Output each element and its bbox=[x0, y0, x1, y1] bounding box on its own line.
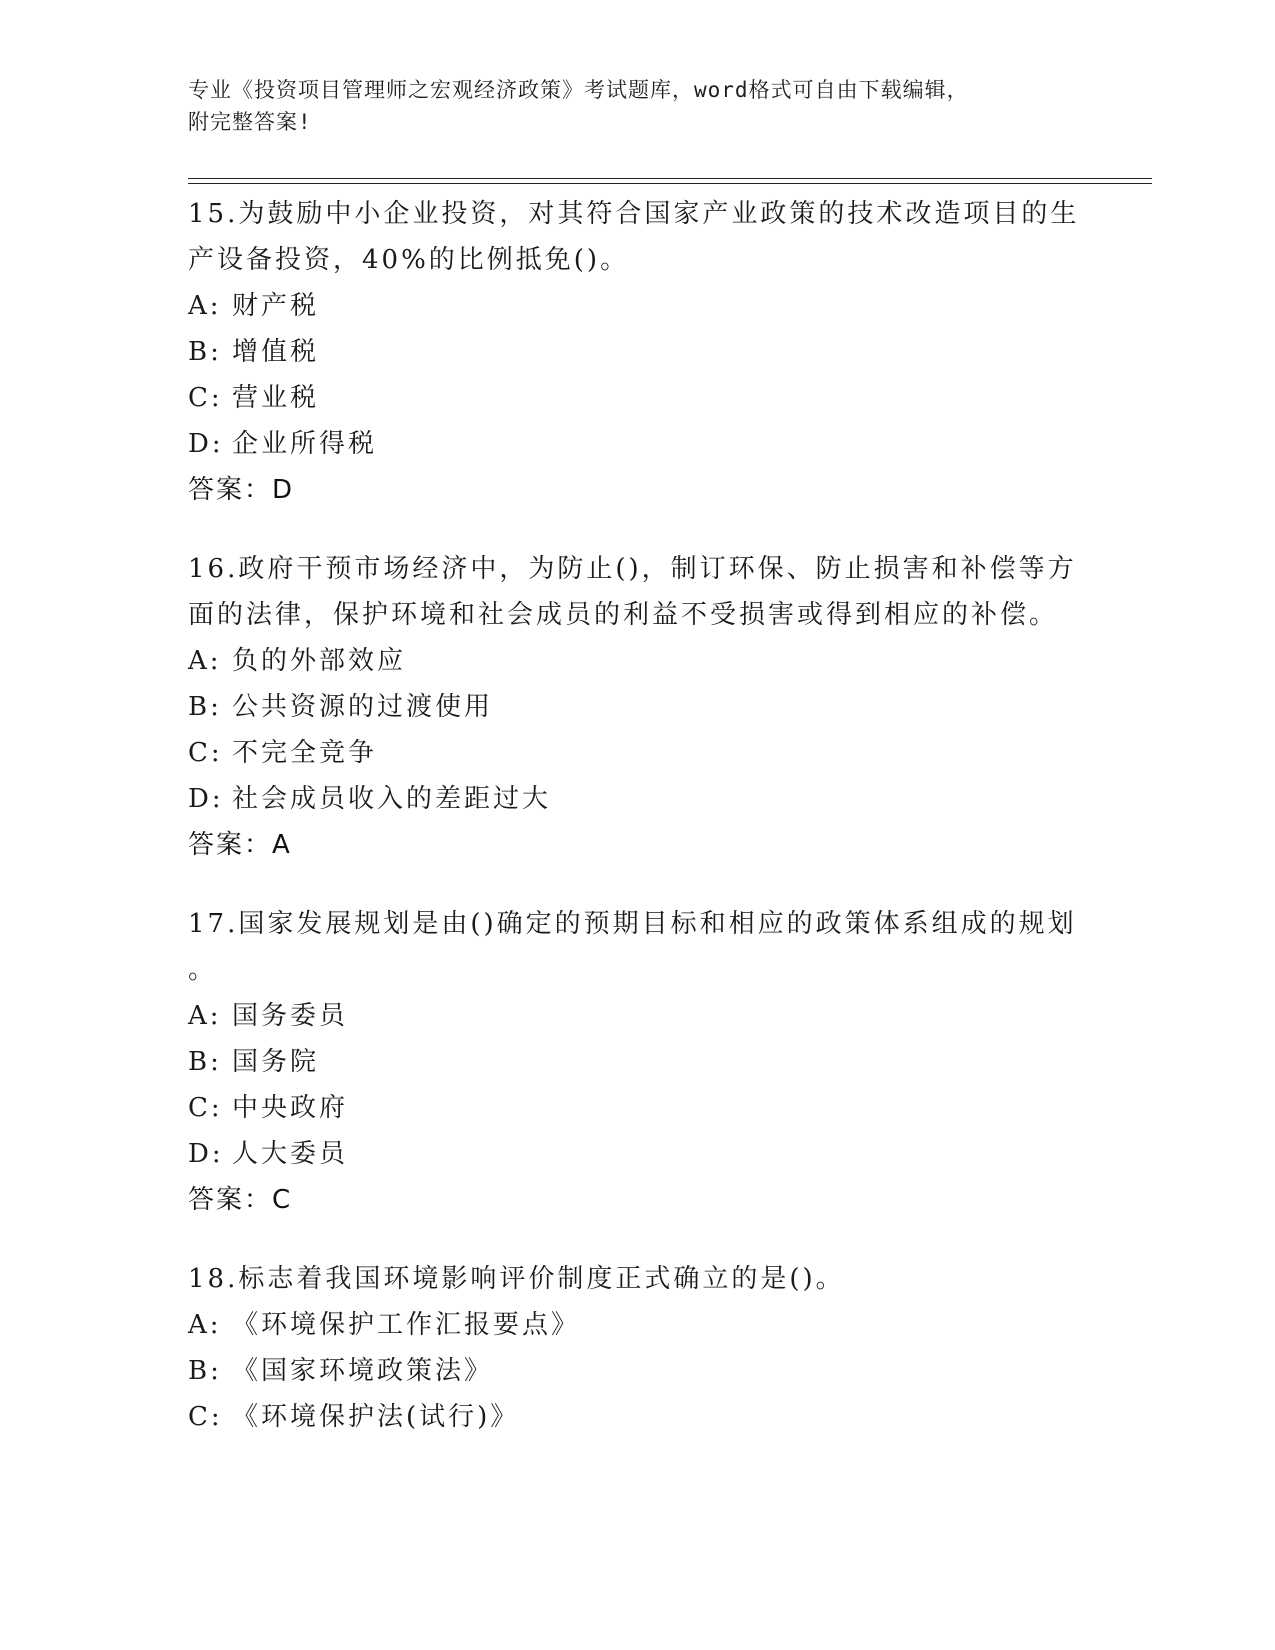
option-text: 增值税 bbox=[232, 337, 320, 367]
header-divider-bottom bbox=[188, 183, 1152, 184]
option-key: C: bbox=[188, 1093, 223, 1123]
option-key: C: bbox=[188, 383, 223, 413]
question-item bbox=[188, 191, 1088, 513]
answer-line: 答案：A bbox=[188, 830, 292, 860]
question-item bbox=[188, 901, 1088, 1223]
option-text: 社会成员收入的差距过大 bbox=[232, 784, 552, 814]
option-key: A: bbox=[188, 291, 222, 321]
option-text: 中央政府 bbox=[232, 1093, 349, 1123]
question-stem bbox=[188, 901, 1088, 993]
answer-option bbox=[188, 375, 1088, 421]
option-text: 《国家环境政策法》 bbox=[232, 1356, 494, 1386]
option-text: 营业税 bbox=[232, 383, 320, 413]
option-text: 《环境保护工作汇报要点》 bbox=[232, 1310, 581, 1340]
option-key: B: bbox=[188, 337, 222, 367]
question-stem-line: 。 bbox=[188, 955, 218, 985]
option-key: B: bbox=[188, 692, 222, 722]
question-stem-line: 面的法律，保护环境和社会成员的利益不受损害或得到相应的补偿。 bbox=[188, 600, 1059, 630]
option-key: A: bbox=[188, 1310, 222, 1340]
option-text: 企业所得税 bbox=[232, 429, 378, 459]
question-stem-line: 产设备投资，40%的比例抵免()。 bbox=[188, 245, 630, 275]
option-text: 国务院 bbox=[232, 1047, 320, 1077]
header-line-1: 专业《投资项目管理师之宏观经济政策》考试题库，word格式可自由下载编辑， bbox=[188, 78, 969, 102]
option-text: 人大委员 bbox=[232, 1139, 349, 1169]
answer-option bbox=[188, 1131, 1088, 1177]
header-divider-top bbox=[188, 178, 1152, 179]
answer-option bbox=[188, 329, 1088, 375]
option-key: D: bbox=[188, 784, 224, 814]
answer-line: 答案：D bbox=[188, 475, 295, 505]
option-key: C: bbox=[188, 1402, 223, 1432]
question-item bbox=[188, 546, 1088, 868]
answer-option bbox=[188, 684, 1088, 730]
option-text: 公共资源的过渡使用 bbox=[232, 692, 494, 722]
answer-option bbox=[188, 638, 1088, 684]
answer-option bbox=[188, 283, 1088, 329]
document-header bbox=[188, 74, 1068, 138]
option-key: C: bbox=[188, 738, 223, 768]
option-key: A: bbox=[188, 1001, 222, 1031]
option-text: 财产税 bbox=[232, 291, 320, 321]
answer-line: 答案：C bbox=[188, 1185, 293, 1215]
option-text: 不完全竞争 bbox=[232, 738, 378, 768]
question-stem bbox=[188, 546, 1088, 638]
option-key: B: bbox=[188, 1047, 222, 1077]
header-line-2: 附完整答案! bbox=[188, 110, 312, 134]
answer-option bbox=[188, 993, 1088, 1039]
answer-option bbox=[188, 421, 1088, 467]
answer-option bbox=[188, 1394, 1088, 1440]
answer-option bbox=[188, 776, 1088, 822]
question-stem-line: 15.为鼓励中小企业投资，对其符合国家产业政策的技术改造项目的生 bbox=[188, 199, 1080, 229]
question-stem bbox=[188, 191, 1088, 283]
answer-option bbox=[188, 1085, 1088, 1131]
question-stem bbox=[188, 1256, 1088, 1302]
answer-option bbox=[188, 730, 1088, 776]
option-text: 负的外部效应 bbox=[232, 646, 407, 676]
answer-option bbox=[188, 1302, 1088, 1348]
question-stem-line: 18.标志着我国环境影响评价制度正式确立的是()。 bbox=[188, 1264, 845, 1294]
question-item bbox=[188, 1256, 1088, 1440]
option-key: D: bbox=[188, 1139, 224, 1169]
answer-option bbox=[188, 1039, 1088, 1085]
option-text: 《环境保护法(试行)》 bbox=[232, 1402, 520, 1432]
question-stem-line: 16.政府干预市场经济中，为防止()，制订环保、防止损害和补偿等方 bbox=[188, 554, 1077, 584]
answer-option bbox=[188, 1348, 1088, 1394]
option-key: A: bbox=[188, 646, 222, 676]
option-text: 国务委员 bbox=[232, 1001, 349, 1031]
option-key: D: bbox=[188, 429, 224, 459]
option-key: B: bbox=[188, 1356, 222, 1386]
question-stem-line: 17.国家发展规划是由()确定的预期目标和相应的政策体系组成的规划 bbox=[188, 909, 1077, 939]
question-list bbox=[188, 191, 1088, 1473]
